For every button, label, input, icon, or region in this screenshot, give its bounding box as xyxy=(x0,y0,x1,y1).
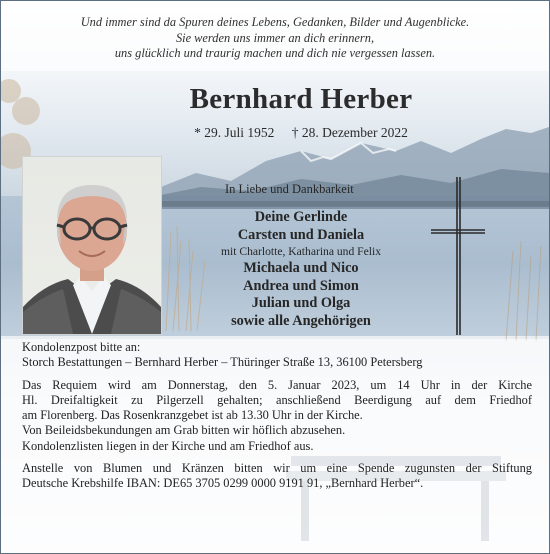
service-line: Von Beileidsbekundungen am Grab bitten wir höflich abzusehen. xyxy=(22,423,346,438)
mourner-line: Deine Gerlinde xyxy=(254,209,348,225)
service-line: Kondolenzlisten liegen in der Kirche und am Friedhof aus. xyxy=(22,438,314,453)
verse-line: Und immer sind da Spuren deines Lebens, Gedanken, Bilder und Augenblicke. xyxy=(80,15,470,29)
mourner-line: sowie alle Angehörigen xyxy=(231,312,371,329)
verse-line: uns glücklich und traurig machen und dich nie vergessen lassen. xyxy=(114,46,436,60)
verse-line: Sie werden uns immer an dich erinnern, xyxy=(175,30,375,45)
condolence-address: Storch Bestattungen – Bernhard Herber – Thüringer Straße 13, 36100 Petersberg xyxy=(22,355,423,370)
mourner-line: Carsten und Daniela xyxy=(237,226,365,243)
portrait-photo xyxy=(22,156,162,335)
memorial-verse xyxy=(1,15,549,62)
life-dates xyxy=(1,125,550,141)
notice-text xyxy=(22,340,532,492)
deceased-name: Bernhard Herber xyxy=(189,83,413,115)
mourner-line: Andrea und Simon xyxy=(243,277,359,294)
service-line: Hl. Dreifaltigkeit zu Pilgerzell gehalten; anschließend Beerdigung auf dem Friedhof xyxy=(22,392,532,407)
birth-date: * 29. Juli 1952 xyxy=(194,125,275,140)
cross-icon xyxy=(427,177,487,337)
death-date: † 28. Dezember 2022 xyxy=(291,125,408,140)
donation-line: Deutsche Krebshilfe IBAN: DE65 3705 0299 0000 9191 91, „Bernhard Herber“. xyxy=(22,476,424,491)
mourner-line: Michaela und Nico xyxy=(243,260,359,276)
condolence-label: Kondolenzpost bitte an: xyxy=(22,340,141,354)
mourner-line: Julian und Olga xyxy=(251,295,351,311)
mourner-line: mit Charlotte, Katharina und Felix xyxy=(220,245,382,258)
donation-line: Anstelle von Blumen und Kränzen bitten wir um eine Spende zugunsten der Stiftung xyxy=(22,461,532,476)
service-line: am Florenberg. Das Rosenkranzgebet ist ab 13.30 Uhr in der Kirche. xyxy=(22,408,363,423)
service-line: Das Requiem wird am Donnerstag, den 5. Januar 2023, um 14 Uhr in der Kirche xyxy=(22,377,532,392)
mourners-intro: In Liebe und Dankbarkeit xyxy=(225,182,354,196)
